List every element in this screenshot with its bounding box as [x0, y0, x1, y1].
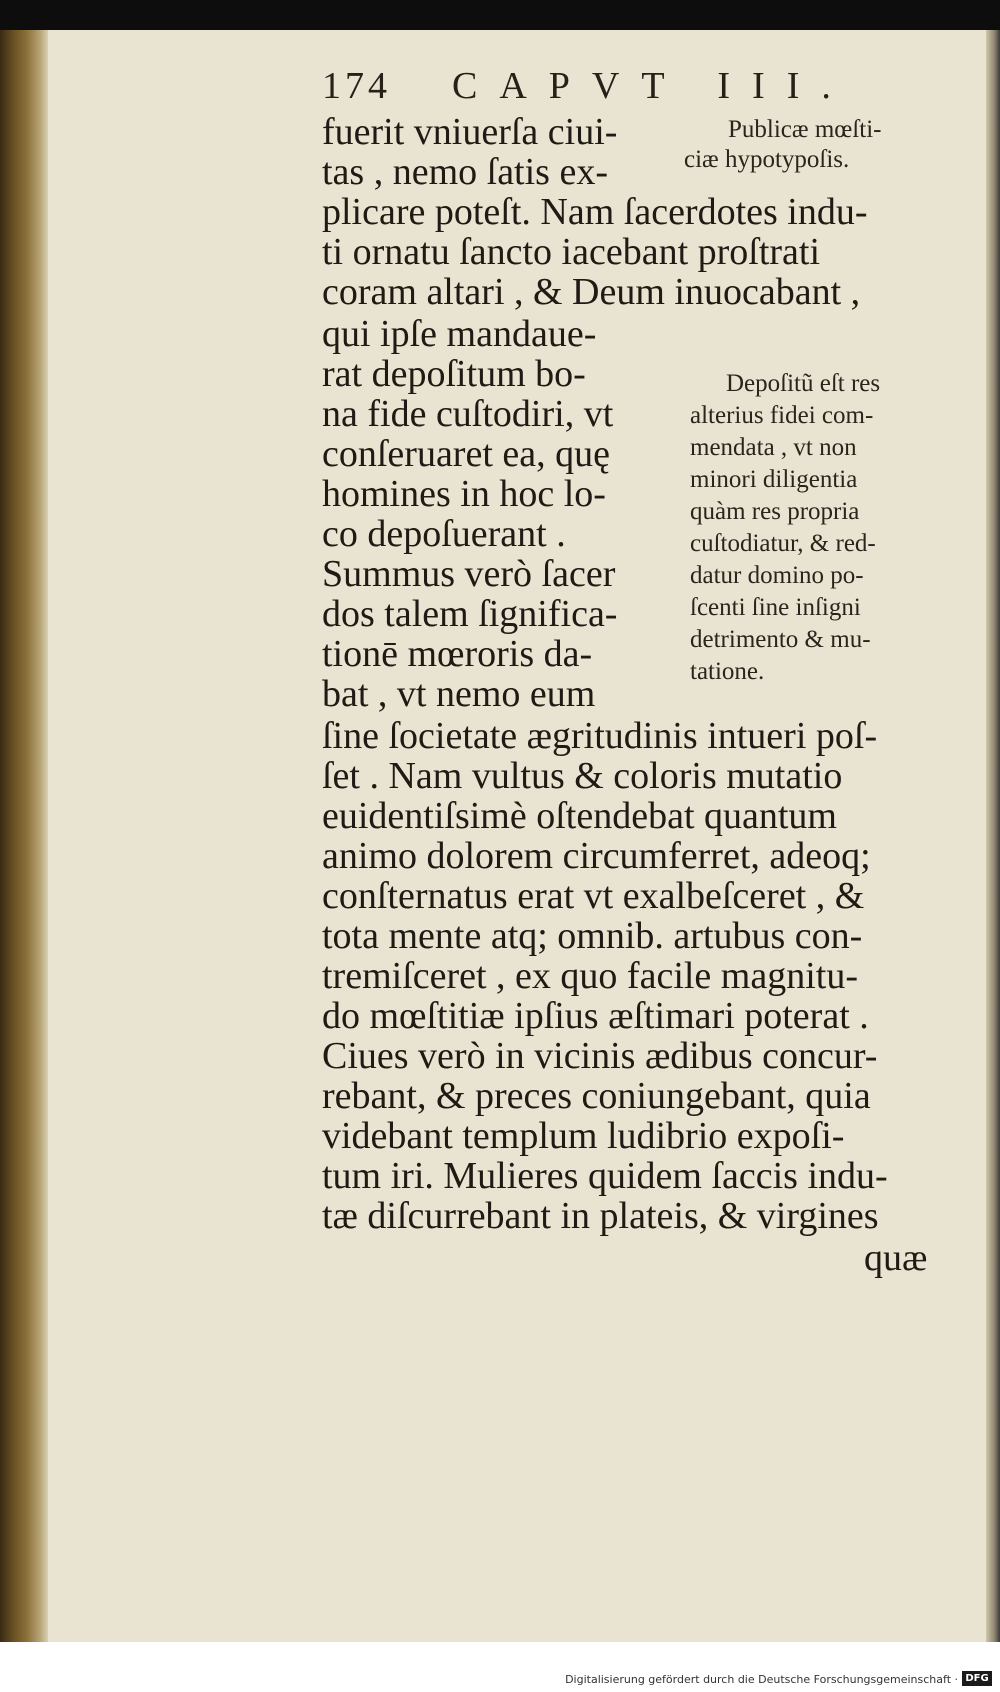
page-right-edge — [986, 30, 1000, 1642]
marginal-note-line: Publicæ mœſti- — [728, 116, 882, 143]
text-line: homines in hoc lo- — [322, 473, 606, 515]
marginal-note-line: ciæ hypotypoſis. — [684, 146, 850, 173]
page-number: 174 — [322, 65, 391, 107]
text-line: rat depoſitum bo- — [322, 353, 586, 395]
marginal-note-line: tatione. — [690, 658, 765, 685]
text-line: ſet . Nam vultus & coloris mutatio — [322, 755, 843, 797]
marginal-note-line: quàm res propria — [690, 498, 860, 525]
text-line: coram altari , & Deum inuocabant , — [322, 271, 861, 313]
text-line: do mœſtitiæ ipſius æſtimari poterat . — [322, 995, 869, 1037]
text-line: conſeruaret ea, quę — [322, 433, 610, 475]
text-line: ſine ſocietate ægritudinis intueri poſ- — [322, 715, 878, 757]
text-line: fuerit vniuerſa ciui- — [322, 111, 618, 153]
text-line: animo dolorem circumferret, adeoq; — [322, 835, 871, 877]
text-line: tum iri. Mulieres quidem ſaccis indu- — [322, 1155, 888, 1197]
text-line: dos talem ſignifica- — [322, 593, 618, 635]
text-line: ti ornatu ſancto iacebant proſtrati — [322, 231, 821, 273]
text-line: tionē mœroris da- — [322, 633, 593, 675]
text-line: tas , nemo ſatis ex- — [322, 151, 608, 193]
marginal-note-line: mendata , vt non — [690, 434, 857, 461]
marginal-note-line: detrimento & mu- — [690, 626, 871, 653]
marginal-note-line: alterius fidei com- — [690, 402, 874, 429]
marginal-note-line: datur domino po- — [690, 562, 864, 589]
text-line: qui ipſe mandaue- — [322, 313, 597, 355]
text-line: plicare poteſt. Nam ſacerdotes indu- — [322, 191, 868, 233]
dfg-logo-icon: DFG — [962, 1671, 992, 1686]
text-line: tota mente atq; omnib. artubus con- — [322, 915, 863, 957]
text-line: videbant templum ludibrio expoſi- — [322, 1115, 845, 1157]
book-spine-edge — [0, 30, 48, 1642]
text-line: euidentiſsimè oſtendebat quantum — [322, 795, 837, 837]
text-line: Ciues verò in vicinis ædibus concur- — [322, 1035, 878, 1077]
book-page — [0, 30, 1000, 1642]
text-line: co depoſuerant . — [322, 513, 566, 555]
marginal-note-line: Depoſitũ eſt res — [726, 370, 881, 397]
catchword: quæ — [864, 1237, 928, 1279]
text-line: Summus verò ſacer — [322, 553, 616, 595]
marginal-note-line: ſcenti ſine inſigni — [690, 594, 861, 621]
marginal-note-line: minori diligentia — [690, 466, 858, 493]
text-line: rebant, & preces coniungebant, quia — [322, 1075, 871, 1117]
digitization-footer — [0, 1642, 1000, 1692]
funding-credit: Digitalisierung gefördert durch die Deutsche Forschungsgemeinschaft · — [565, 1673, 958, 1686]
text-line: bat , vt nemo eum — [322, 673, 596, 715]
text-line: na fide cuſtodiri, vt — [322, 393, 614, 435]
text-line: conſternatus erat vt exalbeſceret , & — [322, 875, 865, 917]
text-line: tæ diſcurrebant in plateis, & virgines — [322, 1195, 879, 1237]
text-line: tremiſceret , ex quo facile magnitu- — [322, 955, 858, 997]
running-title: CAPVT III. — [452, 65, 853, 107]
marginal-note-line: cuſtodiatur, & red- — [690, 530, 876, 557]
